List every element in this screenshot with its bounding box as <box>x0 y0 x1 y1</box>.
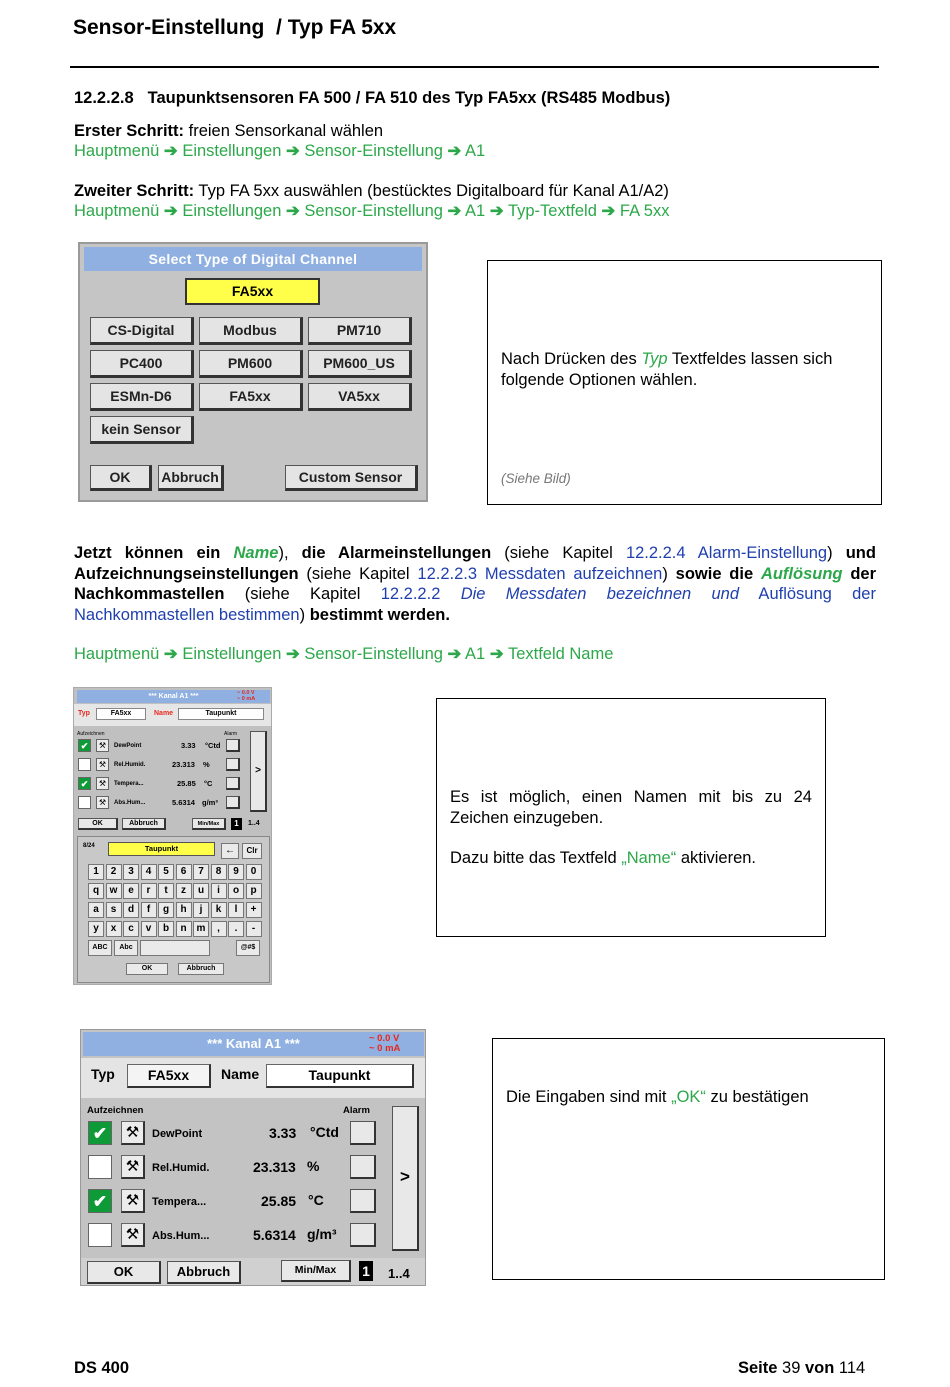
arrow-icon: ➔ <box>489 202 504 220</box>
measurement-unit: % <box>203 760 210 769</box>
status-current: ~ 0 mA <box>369 1043 401 1054</box>
keyboard-key[interactable]: m <box>193 921 209 937</box>
page-icon: 1 <box>231 818 242 830</box>
alarm-button[interactable] <box>350 1189 376 1213</box>
step1-path <box>74 141 485 161</box>
arrow-icon: ➔ <box>286 645 300 663</box>
keyboard-key[interactable]: g <box>158 902 174 918</box>
arrow-icon: ➔ <box>447 645 462 663</box>
cancel-button[interactable]: Abbruch <box>122 818 166 830</box>
page-range: 1..4 <box>388 1266 410 1281</box>
section-title: Taupunktsensoren FA 500 / FA 510 des Typ FA5xx (RS485 Modbus) <box>147 89 671 107</box>
path-item: Einstellungen <box>182 142 282 160</box>
note-name-word: „Name“ <box>621 849 677 867</box>
channel-title: *** Kanal A1 *** <box>148 693 199 700</box>
page-range: 1..4 <box>248 820 260 827</box>
step2-text: Typ FA 5xx auswählen (bestücktes Digitalboard für Kanal A1/A2) <box>194 182 669 200</box>
note-box-confirm <box>492 1038 885 1280</box>
measurement-value: 23.313 <box>253 1159 296 1175</box>
keyboard-key[interactable]: x <box>106 921 122 937</box>
measurement-name: Rel.Humid. <box>152 1162 210 1174</box>
keyboard-key[interactable]: + <box>246 902 262 918</box>
keyboard-key[interactable]: 6 <box>176 864 192 880</box>
record-checkbox[interactable]: ✔ <box>78 777 91 790</box>
keyboard-key[interactable]: 9 <box>228 864 244 880</box>
path-item: Hauptmenü <box>74 142 160 160</box>
channel-title: *** Kanal A1 *** <box>207 1036 300 1051</box>
alarm-button[interactable] <box>350 1155 376 1179</box>
arrow-icon: ➔ <box>163 142 178 160</box>
keyboard-key[interactable]: 0 <box>246 864 262 880</box>
char-counter: 8/24 <box>83 843 95 849</box>
measurement-unit: g/m³ <box>202 798 218 807</box>
para-text: sowie die <box>675 564 761 583</box>
channel-keyboard-screenshot <box>73 687 272 985</box>
custom-sensor-button[interactable]: Custom Sensor <box>285 465 418 491</box>
path-item: Sensor-Einstellung <box>304 645 443 663</box>
keyboard-key[interactable]: s <box>106 902 122 918</box>
backspace-key[interactable]: ← <box>221 843 239 859</box>
keyboard-key[interactable]: 1 <box>88 864 104 880</box>
keyboard-key[interactable]: 8 <box>211 864 227 880</box>
note-box-type <box>487 260 882 505</box>
keyboard-key[interactable]: 2 <box>106 864 122 880</box>
channel-screenshot-large <box>80 1029 426 1286</box>
record-checkbox[interactable]: ✔ <box>78 739 91 752</box>
note-text: zu bestätigen <box>705 1088 809 1106</box>
path-item: Sensor-Einstellung <box>304 202 443 220</box>
next-page-button[interactable]: > <box>250 731 267 812</box>
type-button[interactable]: Modbus <box>199 317 303 345</box>
path-item: A1 <box>465 645 486 663</box>
type-button[interactable]: CS-Digital <box>90 317 194 345</box>
para-text: (siehe Kapitel <box>491 544 626 562</box>
record-checkbox[interactable] <box>78 758 91 771</box>
measurement-value: 23.313 <box>172 760 195 769</box>
wrench-icon[interactable]: ⚒ <box>96 739 109 752</box>
para-text: (siehe Kapitel <box>298 564 418 583</box>
main-paragraph <box>74 543 876 625</box>
alarm-button[interactable] <box>226 796 240 809</box>
wrench-icon[interactable]: ⚒ <box>96 758 109 771</box>
type-button[interactable]: VA5xx <box>308 383 412 411</box>
para-text: bestimmt werden. <box>309 605 450 624</box>
dialog-title: Select Type of Digital Channel <box>84 247 422 271</box>
arrow-icon: ➔ <box>601 202 616 220</box>
arrow-icon: ➔ <box>447 142 462 160</box>
type-button[interactable]: kein Sensor <box>90 416 194 444</box>
type-button[interactable]: PM600_US <box>308 350 412 378</box>
measurement-value: 5.6314 <box>253 1227 296 1243</box>
ok-button[interactable]: OK <box>87 1261 161 1284</box>
keyboard-key[interactable]: t <box>158 883 174 899</box>
para-text: ) <box>662 564 676 583</box>
footer-von: von <box>804 1359 835 1377</box>
path-item: A1 <box>465 142 486 160</box>
keyboard-key[interactable]: v <box>141 921 157 937</box>
note-name-activate <box>450 848 812 869</box>
measurement-value: 25.85 <box>177 779 196 788</box>
symbols-key[interactable]: @#$ <box>236 940 260 956</box>
arrow-icon: ➔ <box>286 202 300 220</box>
capitalize-key[interactable]: Abc <box>114 940 138 956</box>
channel-status <box>369 1034 400 1054</box>
measurement-name: Tempera... <box>114 781 144 787</box>
wrench-icon[interactable]: ⚒ <box>96 796 109 809</box>
chapter-link[interactable]: Die Messdaten bezeichnen und <box>460 585 740 603</box>
name-label: Name <box>154 710 174 717</box>
measurement-name: DewPoint <box>114 743 142 749</box>
type-button[interactable]: FA5xx <box>199 383 303 411</box>
keyboard-key[interactable]: l <box>228 902 244 918</box>
page-icon: 1 <box>359 1261 373 1281</box>
para-text: der Nachkommastellen <box>74 564 876 603</box>
type-button[interactable]: PC400 <box>90 350 194 378</box>
measurement-unit: °Ctd <box>310 1124 339 1140</box>
path-item: FA 5xx <box>619 202 670 220</box>
record-checkbox[interactable]: ✔ <box>88 1121 112 1145</box>
step2-line <box>74 181 669 201</box>
wrench-icon[interactable]: ⚒ <box>121 1189 145 1213</box>
cancel-button[interactable]: Abbruch <box>158 465 224 491</box>
note-text: Dazu bitte das Textfeld <box>450 849 622 867</box>
keyboard-key[interactable]: z <box>176 883 192 899</box>
keyboard-key[interactable]: k <box>211 902 227 918</box>
path-item: Sensor-Einstellung <box>304 142 443 160</box>
para-text: die Alarmeinstellungen <box>301 544 492 562</box>
selected-type-field[interactable]: FA5xx <box>185 278 320 305</box>
path-item: Einstellungen <box>182 202 282 220</box>
keyboard-key[interactable]: 5 <box>158 864 174 880</box>
measurement-name: DewPoint <box>152 1128 203 1140</box>
type-button[interactable]: PM600 <box>199 350 303 378</box>
select-type-dialog <box>78 242 428 502</box>
ok-button[interactable]: OK <box>78 818 118 830</box>
keyboard-ok-button[interactable]: OK <box>126 963 168 975</box>
wrench-icon[interactable]: ⚒ <box>96 777 109 790</box>
name-label: Name <box>221 1066 260 1082</box>
keyboard-key[interactable]: o <box>228 883 244 899</box>
keyboard-key[interactable]: . <box>228 921 244 937</box>
keyboard-key[interactable]: n <box>176 921 192 937</box>
para-resolution-word: Auflösung <box>760 564 843 583</box>
keyboard-key[interactable]: 4 <box>141 864 157 880</box>
keyboard-key[interactable]: a <box>88 902 104 918</box>
keyboard-key[interactable]: d <box>123 902 139 918</box>
note-text: Nach Drücken des <box>501 350 642 368</box>
note-ok-word: „OK“ <box>671 1088 706 1106</box>
measurement-name: Abs.Hum... <box>114 800 146 806</box>
chapter-link[interactable]: Auflösung der Nachkommastellen bestimmen <box>74 585 876 624</box>
step1-text: freien Sensorkanal wählen <box>184 122 384 140</box>
para-name-word: Name <box>233 544 279 562</box>
note-box-name <box>436 698 826 937</box>
step1-label: Erster Schritt: <box>74 122 185 140</box>
type-button[interactable]: ESMn-D6 <box>90 383 194 411</box>
name-input[interactable]: Taupunkt <box>108 842 215 856</box>
typ-field[interactable]: FA5xx <box>127 1064 211 1088</box>
path-item: Hauptmenü <box>74 202 160 220</box>
measurement-name: Abs.Hum... <box>152 1230 210 1242</box>
space-key[interactable] <box>140 940 210 956</box>
alarm-button[interactable] <box>350 1223 376 1247</box>
wrench-icon[interactable]: ⚒ <box>121 1121 145 1145</box>
typ-label: Typ <box>78 710 90 717</box>
channel-status <box>237 690 255 702</box>
measurement-name: Rel.Humid. <box>114 762 146 768</box>
measurement-unit: °C <box>204 779 213 788</box>
keyboard-key[interactable]: u <box>193 883 209 899</box>
keyboard-key[interactable]: , <box>211 921 227 937</box>
uppercase-key[interactable]: ABC <box>88 940 112 956</box>
arrow-icon: ➔ <box>286 142 300 160</box>
page-header-title: Sensor-Einstellung / Typ FA 5xx <box>73 16 397 39</box>
para-text: ) <box>299 605 310 624</box>
footer-doc-id: DS 400 <box>74 1359 130 1377</box>
next-page-button[interactable]: > <box>392 1106 419 1251</box>
record-checkbox[interactable] <box>78 796 91 809</box>
note-text: Textfeldes lassen sich folgende Optionen wählen. <box>501 350 833 389</box>
measurement-value: 5.6314 <box>172 798 195 807</box>
path-item: A1 <box>465 202 486 220</box>
chapter-link[interactable]: 12.2.2.2 <box>380 585 461 603</box>
wrench-icon[interactable]: ⚒ <box>121 1155 145 1179</box>
minmax-button[interactable]: Min/Max <box>192 818 226 830</box>
keyboard-key[interactable]: 7 <box>193 864 209 880</box>
alarm-button[interactable] <box>350 1121 376 1145</box>
measurement-value: 3.33 <box>269 1125 297 1141</box>
alarm-label: Alarm <box>224 731 238 737</box>
step2-label: Zweiter Schritt: <box>74 182 195 200</box>
type-button[interactable]: PM710 <box>308 317 412 345</box>
note-text: aktivieren. <box>676 849 757 867</box>
keyboard-key[interactable]: c <box>123 921 139 937</box>
path-name-field <box>74 644 613 664</box>
keyboard-key[interactable]: e <box>123 883 139 899</box>
keyboard-key[interactable]: h <box>176 902 192 918</box>
keyboard-key[interactable]: p <box>246 883 262 899</box>
arrow-icon: ➔ <box>447 202 462 220</box>
path-item: Textfeld Name <box>507 645 614 663</box>
chapter-link[interactable]: 12.2.2.4 Alarm-Einstellung <box>625 544 828 562</box>
clear-key[interactable]: Clr <box>242 843 262 859</box>
status-current: ~ 0 mA <box>237 696 256 702</box>
keyboard-key[interactable]: r <box>141 883 157 899</box>
status-voltage: ~ 0.0 V <box>369 1033 400 1044</box>
keyboard-key[interactable]: f <box>141 902 157 918</box>
arrow-icon: ➔ <box>163 202 178 220</box>
keyboard-key[interactable]: w <box>106 883 122 899</box>
keyboard-key[interactable]: y <box>88 921 104 937</box>
step1-line <box>74 121 383 141</box>
cancel-button[interactable]: Abbruch <box>167 1261 241 1284</box>
keyboard-key[interactable]: b <box>158 921 174 937</box>
typ-label: Typ <box>91 1066 115 1082</box>
keyboard-key[interactable]: - <box>246 921 262 937</box>
keyboard-key[interactable]: 3 <box>123 864 139 880</box>
record-checkbox[interactable] <box>88 1223 112 1247</box>
arrow-icon: ➔ <box>489 645 504 663</box>
header-rule <box>70 66 879 68</box>
alarm-label: Alarm <box>343 1105 370 1116</box>
para-text: ), <box>278 544 302 562</box>
alarm-button[interactable] <box>226 777 240 790</box>
arrow-icon: ➔ <box>163 645 178 663</box>
measurement-value: 25.85 <box>261 1193 297 1209</box>
section-heading <box>74 89 670 108</box>
chapter-link[interactable]: 12.2.2.3 Messdaten aufzeichnen <box>417 564 663 583</box>
measurement-unit: g/m³ <box>307 1226 337 1242</box>
minmax-button[interactable]: Min/Max <box>281 1260 351 1282</box>
footer-seite: Seite <box>738 1359 778 1377</box>
record-checkbox[interactable]: ✔ <box>88 1189 112 1213</box>
keyboard-key[interactable]: i <box>211 883 227 899</box>
note-confirm-text <box>506 1087 809 1107</box>
typ-field[interactable]: FA5xx <box>96 708 146 720</box>
note-text: Die Eingaben sind mit <box>506 1088 672 1106</box>
ok-button[interactable]: OK <box>90 465 152 491</box>
record-checkbox[interactable] <box>88 1155 112 1179</box>
alarm-button[interactable] <box>226 758 240 771</box>
measurement-unit: % <box>307 1158 320 1174</box>
keyboard-cancel-button[interactable]: Abbruch <box>178 963 224 975</box>
note-name-text: Es ist möglich, einen Namen mit bis zu 24 Zeichen einzugeben. <box>450 788 812 827</box>
path-item: Hauptmenü <box>74 645 160 663</box>
record-label: Aufzeichnen <box>87 1105 144 1116</box>
keyboard-panel <box>77 836 270 983</box>
footer-page <box>738 1359 865 1378</box>
measurement-unit: °C <box>308 1192 324 1208</box>
keyboard-key[interactable]: q <box>88 883 104 899</box>
para-text: (siehe Kapitel <box>224 585 381 603</box>
name-field[interactable]: Taupunkt <box>178 708 264 720</box>
keyboard-key[interactable]: j <box>193 902 209 918</box>
para-text: Jetzt können ein <box>74 544 234 562</box>
name-field[interactable]: Taupunkt <box>266 1064 414 1088</box>
measurement-name: Tempera... <box>152 1196 207 1208</box>
path-item: Typ-Textfeld <box>507 202 597 220</box>
record-label: Aufzeichnen <box>77 731 105 737</box>
path-item: Einstellungen <box>182 645 282 663</box>
note-type-text <box>501 349 871 390</box>
alarm-button[interactable] <box>226 739 240 752</box>
note-typ-word: Typ <box>641 350 668 368</box>
para-text: und Aufzeichnungseinstellungen <box>74 544 876 583</box>
status-voltage: ~ 0.0 V <box>237 690 255 696</box>
step2-path <box>74 201 669 221</box>
footer-total: 114 <box>834 1359 866 1377</box>
para-text: ) <box>827 544 846 562</box>
footer-page-number: 39 <box>777 1359 805 1377</box>
measurement-unit: °Ctd <box>205 741 221 750</box>
measurement-value: 3.33 <box>181 741 196 750</box>
section-number: 12.2.2.8 <box>74 89 134 107</box>
wrench-icon[interactable]: ⚒ <box>121 1223 145 1247</box>
note-see-image: (Siehe Bild) <box>501 471 571 486</box>
